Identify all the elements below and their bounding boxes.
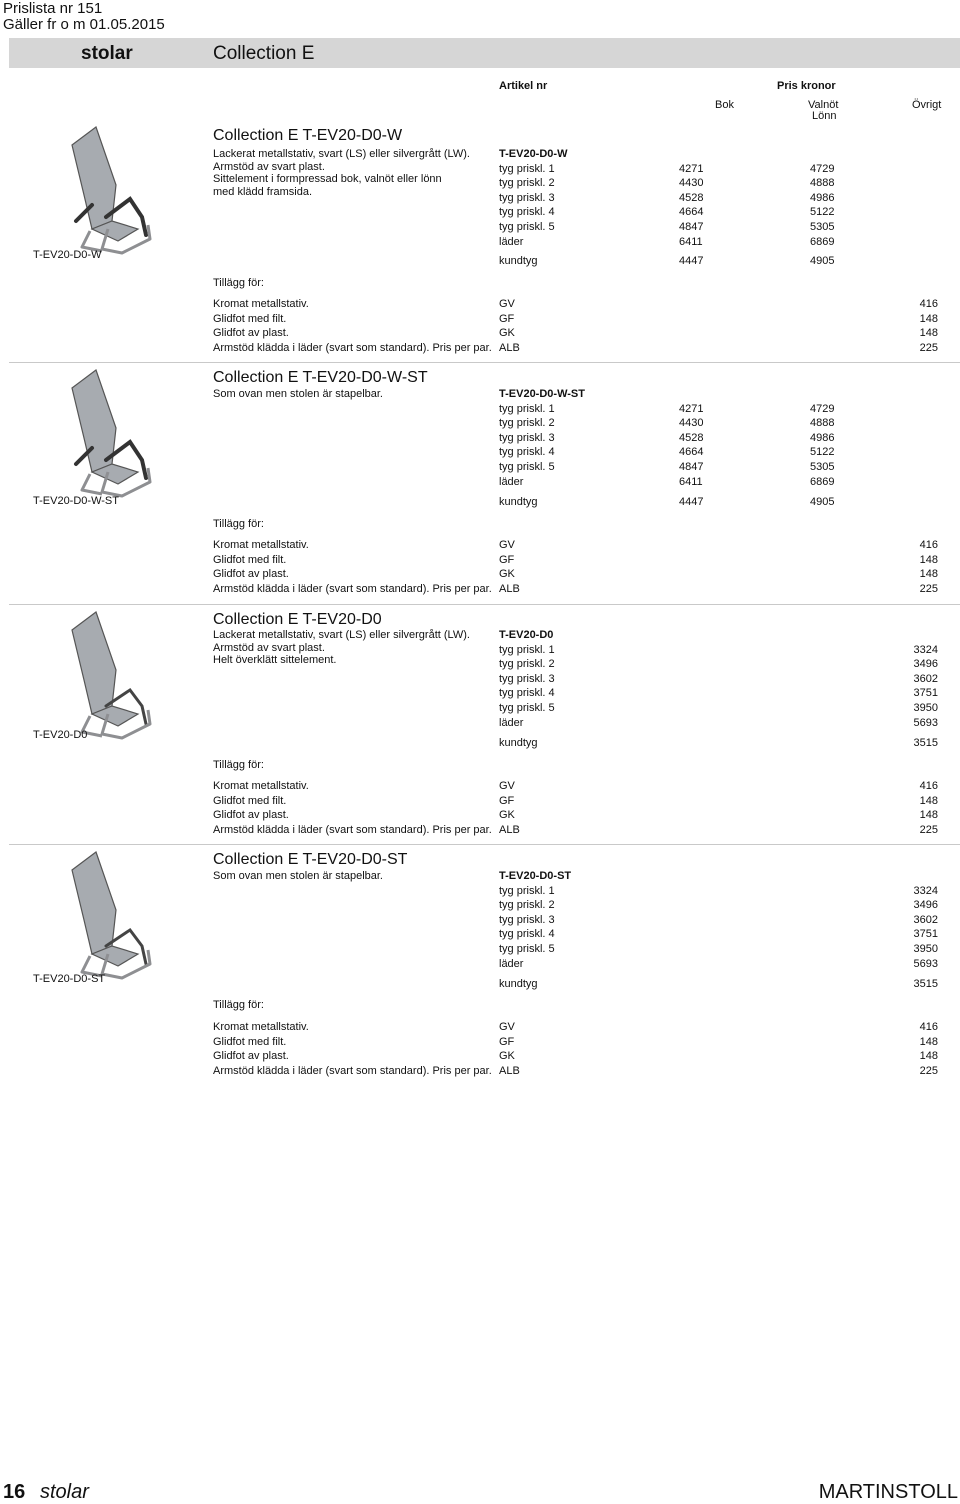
addon-price: 225 <box>919 1064 938 1077</box>
addon-price: 416 <box>919 1021 938 1033</box>
price-valnot: 5122 <box>810 206 835 219</box>
col-lonn: Lönn <box>812 110 837 122</box>
price-bok: 4847 <box>679 221 704 233</box>
col-artikel: Artikel nr <box>499 80 548 92</box>
header-line-1: Prislista nr 151 <box>3 0 103 17</box>
addon-price: 148 <box>919 553 938 566</box>
section-divider <box>9 844 960 845</box>
addon-price: 416 <box>919 780 938 792</box>
price-row-label: läder <box>499 716 524 729</box>
description-line: Lackerat metallstativ, svart (LS) eller silvergrått (LW). <box>213 148 470 160</box>
addon-code: GK <box>499 327 515 340</box>
addon-label: Glidfot med filt. <box>213 1035 287 1048</box>
addon-code: GV <box>499 539 515 551</box>
addon-label: Kromat metallstativ. <box>213 298 309 310</box>
tillagg-label: Tillägg för: <box>213 277 264 289</box>
addon-code: ALB <box>499 1064 520 1077</box>
addon-price: 225 <box>919 582 938 595</box>
price-row-label: tyg priskl. 4 <box>499 928 555 941</box>
tillagg-label: Tillägg för: <box>213 518 264 530</box>
header-line-2: Gäller fr o m 01.05.2015 <box>3 16 165 33</box>
description-line: Som ovan men stolen är stapelbar. <box>213 870 383 882</box>
price-row-label: tyg priskl. 3 <box>499 672 555 685</box>
addon-code: ALB <box>499 341 520 354</box>
price-valnot: 4986 <box>810 431 835 444</box>
price-row-label: tyg priskl. 5 <box>499 221 555 233</box>
description-line: Armstöd av svart plast. <box>213 641 325 654</box>
price-bok: 4430 <box>679 417 704 430</box>
addon-label: Glidfot av plast. <box>213 809 289 822</box>
chair-label: T-EV20-D0-W-ST <box>33 495 119 507</box>
price-bok: 4430 <box>679 177 704 190</box>
addon-price: 148 <box>919 809 938 822</box>
chair-drawing <box>62 850 162 980</box>
price-ovrigt: 3950 <box>913 943 938 955</box>
chair-image <box>62 125 162 260</box>
addon-label: Armstöd klädda i läder (svart som standard). Pris per par. <box>213 823 492 836</box>
chair-image <box>62 850 162 985</box>
price-row-label: läder <box>499 235 524 248</box>
article-number: T-EV20-D0-W-ST <box>499 388 585 400</box>
price-row-label: tyg priskl. 1 <box>499 643 555 656</box>
addon-code: GV <box>499 298 515 310</box>
addon-label: Kromat metallstativ. <box>213 780 309 792</box>
category-band <box>9 38 960 68</box>
price-bok: 4847 <box>679 461 704 473</box>
section-title: Collection E T-EV20-D0-W-ST <box>213 369 428 386</box>
price-ovrigt: 3496 <box>913 658 938 671</box>
kundtyg-bok: 4447 <box>679 496 704 508</box>
section-title: Collection E T-EV20-D0 <box>213 611 382 628</box>
addon-code: GV <box>499 1021 515 1033</box>
footer-category: stolar <box>40 1481 89 1503</box>
price-valnot: 5305 <box>810 461 835 473</box>
price-row-label: tyg priskl. 4 <box>499 206 555 219</box>
addon-price: 148 <box>919 327 938 340</box>
addon-price: 225 <box>919 823 938 836</box>
price-row-label: tyg priskl. 4 <box>499 687 555 700</box>
price-row-label: tyg priskl. 3 <box>499 191 555 204</box>
section-title: Collection E T-EV20-D0-ST <box>213 851 408 868</box>
addon-price: 416 <box>919 298 938 310</box>
price-row-label: tyg priskl. 2 <box>499 417 555 430</box>
kundtyg-valnot: 4905 <box>810 496 835 508</box>
price-bok: 4528 <box>679 431 704 444</box>
addon-label: Armstöd klädda i läder (svart som standard). Pris per par. <box>213 1064 492 1077</box>
addon-code: GF <box>499 1035 515 1048</box>
price-bok: 4664 <box>679 446 704 459</box>
addon-label: Glidfot av plast. <box>213 327 289 340</box>
price-row-label: tyg priskl. 5 <box>499 461 555 473</box>
price-ovrigt: 3602 <box>913 672 938 685</box>
price-row-label: tyg priskl. 1 <box>499 402 555 415</box>
article-number: T-EV20-D0-W <box>499 148 568 160</box>
addon-code: GF <box>499 553 515 566</box>
tillagg-label: Tillägg för: <box>213 759 264 771</box>
price-row-label: läder <box>499 475 524 488</box>
price-valnot: 4888 <box>810 417 835 430</box>
price-ovrigt: 5693 <box>913 716 938 729</box>
price-ovrigt: 3751 <box>913 928 938 941</box>
kundtyg-ovrigt: 3515 <box>913 737 938 749</box>
col-valnot: Valnöt <box>808 99 839 111</box>
addon-code: GK <box>499 1050 515 1063</box>
price-row-label: tyg priskl. 2 <box>499 899 555 912</box>
chair-image <box>62 368 162 503</box>
addon-price: 148 <box>919 568 938 581</box>
price-bok: 6411 <box>679 235 703 248</box>
price-valnot: 5305 <box>810 221 835 233</box>
kundtyg-ovrigt: 3515 <box>913 978 938 990</box>
chair-drawing <box>62 610 162 740</box>
addon-code: GK <box>499 568 515 581</box>
price-bok: 4271 <box>679 402 704 415</box>
col-ovrigt: Övrigt <box>912 99 942 111</box>
price-valnot: 5122 <box>810 446 835 459</box>
price-valnot: 6869 <box>810 475 835 488</box>
price-row-label: tyg priskl. 4 <box>499 446 555 459</box>
col-pris: Pris kronor <box>777 80 836 92</box>
price-ovrigt: 3950 <box>913 702 938 714</box>
footer-brand: MARTINSTOLL <box>818 1481 958 1503</box>
kundtyg-label: kundtyg <box>499 255 538 267</box>
kundtyg-label: kundtyg <box>499 737 538 749</box>
kundtyg-label: kundtyg <box>499 978 538 990</box>
chair-label: T-EV20-D0-ST <box>33 973 106 985</box>
kundtyg-bok: 4447 <box>679 255 704 267</box>
price-ovrigt: 3602 <box>913 913 938 926</box>
chair-backrest <box>72 852 116 954</box>
addon-code: ALB <box>499 582 520 595</box>
price-row-label: tyg priskl. 2 <box>499 658 555 671</box>
price-ovrigt: 3751 <box>913 687 938 700</box>
price-row-label: tyg priskl. 5 <box>499 943 555 955</box>
addon-label: Glidfot med filt. <box>213 794 287 807</box>
addon-label: Glidfot med filt. <box>213 553 287 566</box>
section-divider <box>9 604 960 605</box>
chair-drawing <box>62 368 162 498</box>
addon-price: 225 <box>919 341 938 354</box>
price-row-label: läder <box>499 957 524 970</box>
addon-price: 416 <box>919 539 938 551</box>
section-title: Collection E T-EV20-D0-W <box>213 127 403 144</box>
chair-backrest <box>72 612 116 714</box>
price-ovrigt: 3324 <box>913 884 938 897</box>
price-ovrigt: 3496 <box>913 899 938 912</box>
addon-code: GK <box>499 809 515 822</box>
article-number: T-EV20-D0 <box>499 629 554 641</box>
price-valnot: 4986 <box>810 191 835 204</box>
price-valnot: 6869 <box>810 235 835 248</box>
addon-price: 148 <box>919 1050 938 1063</box>
chair-frame <box>82 474 102 494</box>
addon-label: Glidfot av plast. <box>213 1050 289 1063</box>
price-row-label: tyg priskl. 1 <box>499 884 555 897</box>
tillagg-label: Tillägg för: <box>213 999 264 1011</box>
description-line: Som ovan men stolen är stapelbar. <box>213 388 383 400</box>
chair-frame <box>82 231 102 251</box>
addon-label: Glidfot av plast. <box>213 568 289 581</box>
addon-code: GF <box>499 794 515 807</box>
price-bok: 6411 <box>679 475 703 488</box>
category-title: stolar <box>81 43 133 64</box>
price-ovrigt: 3324 <box>913 643 938 656</box>
addon-label: Kromat metallstativ. <box>213 1021 309 1033</box>
addon-price: 148 <box>919 794 938 807</box>
description-line: med klädd framsida. <box>213 185 313 198</box>
description-line: Helt överklätt sittelement. <box>213 654 337 666</box>
price-valnot: 4729 <box>810 162 835 175</box>
addon-code: ALB <box>499 823 520 836</box>
chair-drawing <box>62 125 162 255</box>
addon-label: Armstöd klädda i läder (svart som standard). Pris per par. <box>213 341 492 354</box>
price-valnot: 4729 <box>810 402 835 415</box>
price-row-label: tyg priskl. 2 <box>499 177 555 190</box>
description-line: Armstöd av svart plast. <box>213 160 325 173</box>
description-line: Sittelement i formpressad bok, valnöt eller lönn <box>213 173 442 185</box>
price-row-label: tyg priskl. 3 <box>499 913 555 926</box>
kundtyg-label: kundtyg <box>499 496 538 508</box>
price-bok: 4271 <box>679 162 704 175</box>
col-bok: Bok <box>715 99 734 111</box>
kundtyg-valnot: 4905 <box>810 255 835 267</box>
addon-code: GV <box>499 780 515 792</box>
addon-label: Armstöd klädda i läder (svart som standard). Pris per par. <box>213 582 492 595</box>
price-row-label: tyg priskl. 5 <box>499 702 555 714</box>
section-divider <box>9 362 960 363</box>
chair-image <box>62 610 162 745</box>
price-row-label: tyg priskl. 3 <box>499 431 555 444</box>
collection-title: Collection E <box>213 43 315 64</box>
addon-label: Kromat metallstativ. <box>213 539 309 551</box>
description-line: Lackerat metallstativ, svart (LS) eller silvergrått (LW). <box>213 629 470 641</box>
price-bok: 4664 <box>679 206 704 219</box>
price-ovrigt: 5693 <box>913 957 938 970</box>
price-row-label: tyg priskl. 1 <box>499 162 555 175</box>
addon-label: Glidfot med filt. <box>213 312 287 325</box>
addon-price: 148 <box>919 312 938 325</box>
price-bok: 4528 <box>679 191 704 204</box>
addon-code: GF <box>499 312 515 325</box>
footer-page-number: 16 <box>3 1481 26 1503</box>
chair-label: T-EV20-D0-W <box>33 249 102 261</box>
chair-label: T-EV20-D0 <box>33 729 88 741</box>
price-valnot: 4888 <box>810 177 835 190</box>
addon-price: 148 <box>919 1035 938 1048</box>
article-number: T-EV20-D0-ST <box>499 870 572 882</box>
